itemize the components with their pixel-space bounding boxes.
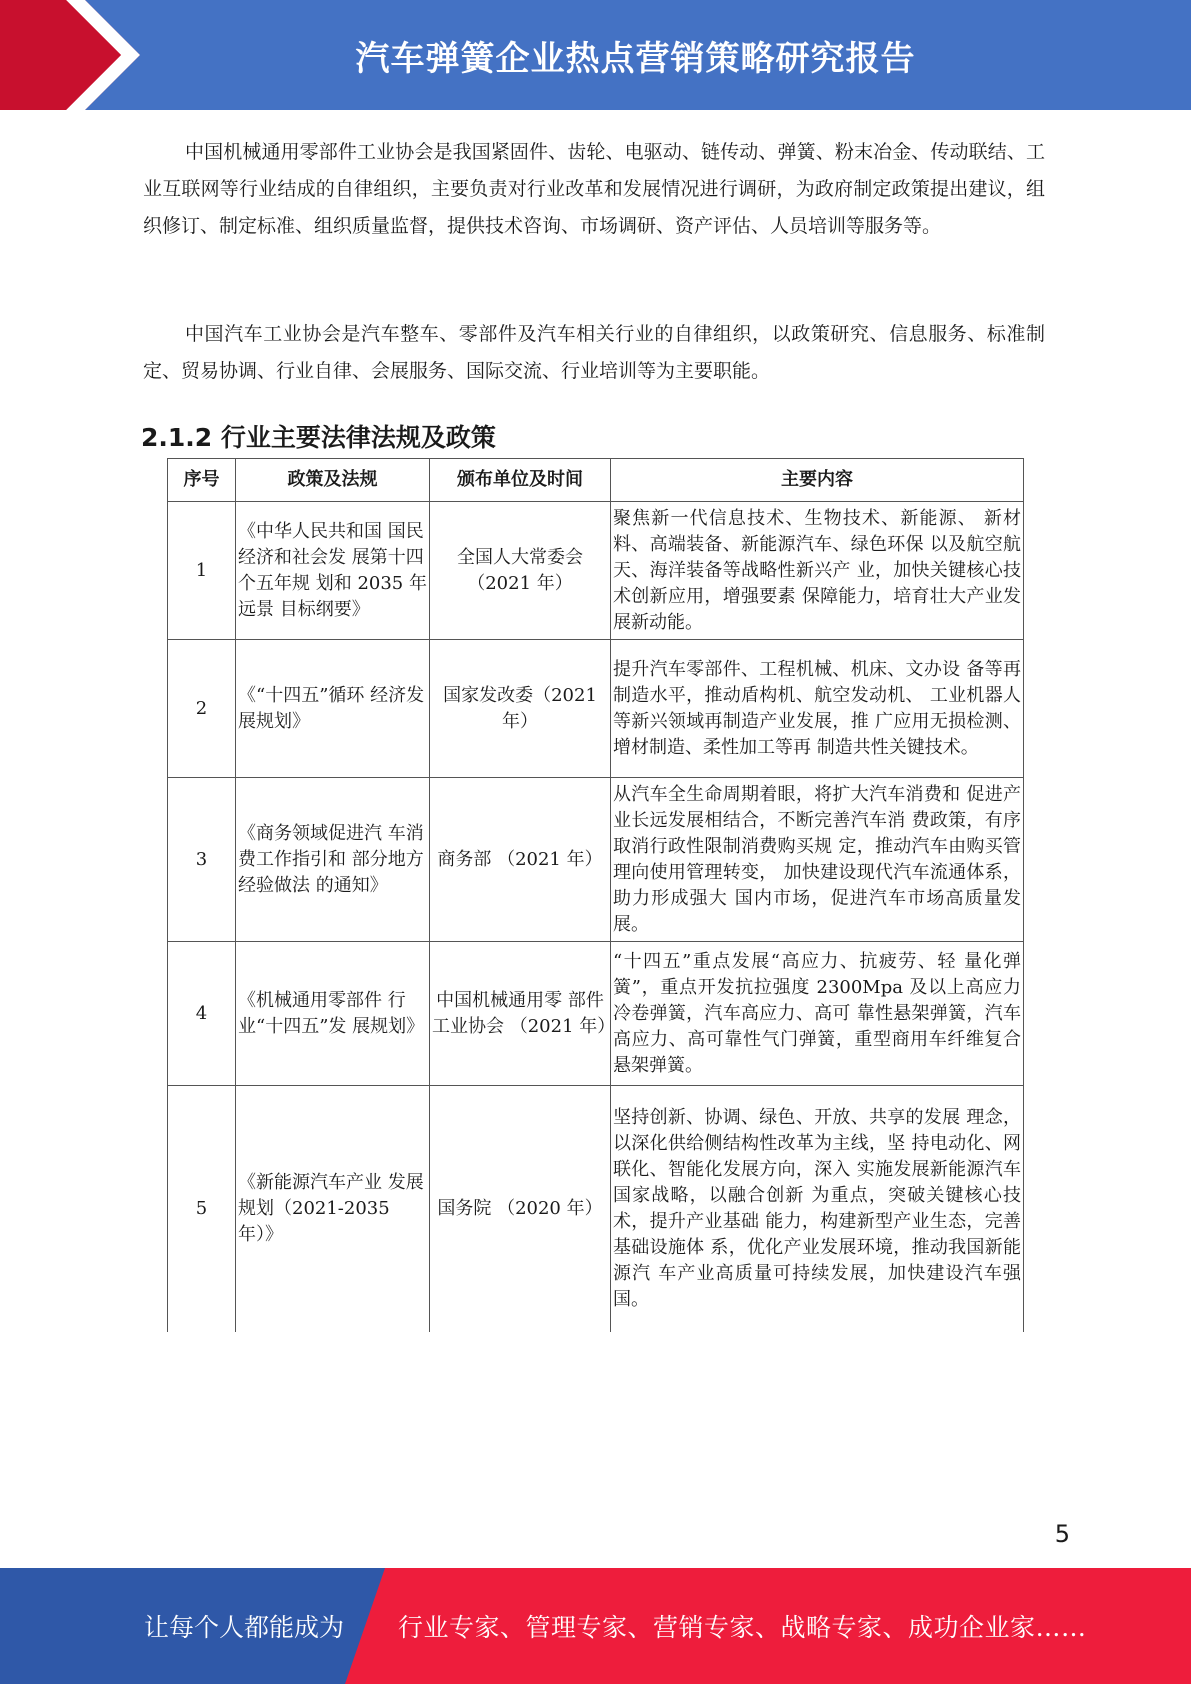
content-cell: 坚持创新、协调、绿色、开放、共享的发展 理念，以深化供给侧结构性改革为主线，坚 持电动化、网联化、智能化发展方向，深入 实施发展新能源汽车国家战略，以融合创新 为重点，突破关键核心技术，提升产业基础 能力，构建新型产业生态，完善基础设施体 系，优化产业发展环境，推动我国新能源汽 车产业高质量可持续发展，加快建设汽车强 国。 [611, 1086, 1024, 1332]
page-header [0, 0, 1191, 110]
policy-name: 《商务领域促进汽 车消费工作指引和 部分地方经验做法 的通知》 [236, 778, 430, 942]
table-row [168, 942, 1024, 1086]
issuer-cell: 商务部 （2021 年） [430, 778, 611, 942]
row-number: 4 [168, 942, 236, 1086]
policy-name: 《“十四五”循环 经济发展规划》 [236, 640, 430, 778]
issuer-cell: 国务院 （2020 年） [430, 1086, 611, 1332]
row-number: 2 [168, 640, 236, 778]
row-number: 1 [168, 502, 236, 640]
policy-table [167, 458, 1024, 1332]
table-row [168, 1086, 1024, 1332]
table-header-row [168, 459, 1024, 502]
intro-paragraph-2: 中国汽车工业协会是汽车整车、零部件及汽车相关行业的自律组织，以政策研究、信息服务、标准制定、贸易协调、行业自律、会展服务、国际交流、行业培训等为主要职能。 [143, 323, 1045, 382]
issuer-cell: 中国机械通用零 部件工业协会 （2021 年） [430, 942, 611, 1086]
header-issuer: 颁布单位及时间 [430, 459, 611, 502]
table-row [168, 640, 1024, 778]
table-row [168, 502, 1024, 640]
policy-name: 《新能源汽车产业 发展规划（2021-2035 年）》 [236, 1086, 430, 1332]
footer-slogan-left: 让每个人都能成为 [144, 1613, 345, 1642]
page-number: 5 [1054, 1520, 1070, 1548]
content-cell: 聚焦新一代信息技术、生物技术、新能源、 新材料、高端装备、新能源汽车、绿色环保 以及航空航天、海洋装备等战略性新兴产 业，加快关键核心技术创新应用，增强要素 保障能力，培育壮大产业发展新动能。 [611, 502, 1024, 640]
row-number: 3 [168, 778, 236, 942]
footer-slogan-right: 行业专家、管理专家、营销专家、战略专家、成功企业家…… [398, 1613, 1087, 1642]
report-title: 汽车弹簧企业热点营销策略研究报告 [355, 38, 916, 79]
header-content: 主要内容 [611, 459, 1024, 502]
header-no: 序号 [168, 459, 236, 502]
issuer-cell: 国家发改委（2021 年） [430, 640, 611, 778]
issuer-cell: 全国人大常委会（2021 年） [430, 502, 611, 640]
content-cell: 提升汽车零部件、工程机械、机床、文办设 备等再制造水平，推动盾构机、航空发动机、 工业机器人等新兴领域再制造产业发展，推 广应用无损检测、增材制造、柔性加工等再 制造共性关键技术。 [611, 640, 1024, 778]
row-number: 5 [168, 1086, 236, 1332]
policy-name: 《中华人民共和国 国民经济和社会发 展第十四个五年规 划和 2035 年远景 目标纲要》 [236, 502, 430, 640]
section-heading: 2.1.2 行业主要法律法规及政策 [141, 423, 496, 452]
content-cell: 从汽车全生命周期着眼，将扩大汽车消费和 促进产业长远发展相结合，不断完善汽车消 费政策，有序取消行政性限制消费购买规 定，推动汽车由购买管理向使用管理转变， 加快建设现代汽车流通体系，助力形成强大 国内市场，促进汽车市场高质量发展。 [611, 778, 1024, 942]
intro-paragraph-1: 中国机械通用零部件工业协会是我国紧固件、齿轮、电驱动、链传动、弹簧、粉末冶金、传动联结、工业互联网等行业结成的自律组织，主要负责对行业改革和发展情况进行调研，为政府制定政策提出建议，组织修订、制定标准、组织质量监督，提供技术咨询、市场调研、资产评估、人员培训等服务等。 [143, 141, 1045, 237]
table-row [168, 778, 1024, 942]
header-chevron-decoration [0, 0, 160, 110]
page-footer [0, 1568, 1191, 1684]
header-policy: 政策及法规 [236, 459, 430, 502]
content-cell: “十四五”重点发展“高应力、抗疲劳、轻 量化弹簧”，重点开发抗拉强度 2300Mpa 及以上高应力冷卷弹簧，汽车高应力、高可 靠性悬架弹簧，汽车高应力、高可靠性气门弹簧，重型商用车纤维复合悬架弹簧。 [611, 942, 1024, 1086]
policy-name: 《机械通用零部件 行业“十四五”发 展规划》 [236, 942, 430, 1086]
